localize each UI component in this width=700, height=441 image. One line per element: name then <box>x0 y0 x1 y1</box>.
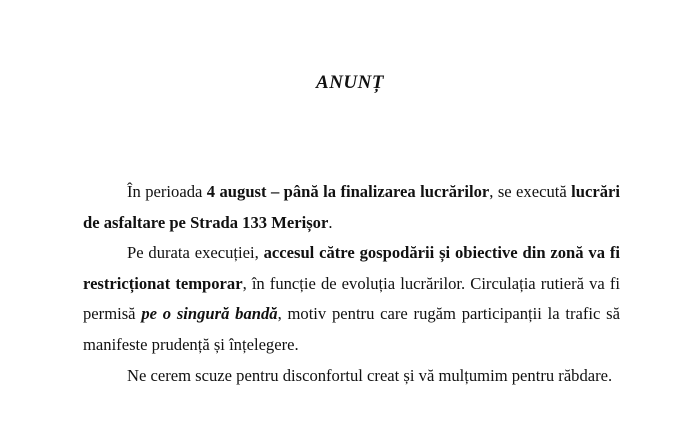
text-segment: Ne cerem scuze pentru disconfortul creat și vă mulțumim pentru răbdare. <box>127 365 613 385</box>
works-location-bold: lucrări de asfaltare pe Strada 133 Merișor <box>83 182 620 232</box>
text-segment: . <box>328 212 333 232</box>
notice-body <box>83 177 620 391</box>
text-segment: Pe durata execuției, <box>127 243 264 263</box>
text-segment: , motiv pentru care rugăm participanții la trafic să manifeste prudență și înțelegere. <box>83 304 620 354</box>
text-segment: , se execută <box>489 182 572 201</box>
paragraph-period <box>83 177 620 238</box>
text-segment: În perioada <box>127 182 207 201</box>
paragraph-apology <box>83 361 620 392</box>
notice-title: ANUNȚ <box>316 72 384 93</box>
paragraph-access <box>83 238 620 360</box>
date-range-bold: 4 august – până la finalizarea lucrărilor <box>206 182 490 201</box>
access-restriction-bold: accesul către gospodării și obiective din zonă va fi restricționat temporar <box>83 243 620 293</box>
text-segment: , în funcție de evoluția lucrărilor. Circulația rutieră va fi permisă <box>83 273 620 324</box>
single-lane-bold-italic: pe o singură bandă <box>141 304 278 324</box>
